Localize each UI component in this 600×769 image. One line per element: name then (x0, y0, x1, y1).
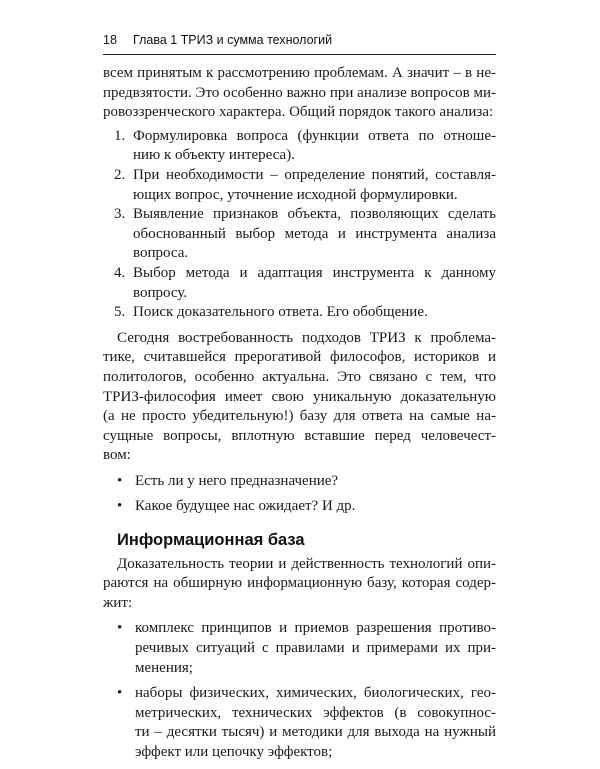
list-number: 5. (114, 304, 126, 321)
bullet-glyph: • (117, 472, 123, 489)
list-number: 4. (114, 264, 126, 281)
list-number: 1. (114, 127, 126, 144)
questions-list (103, 472, 496, 517)
text-line: Выбор метода и адаптация инструмента к данному (133, 264, 496, 281)
text-line: При необходимости – определение понятий, составля- (133, 166, 496, 183)
text-line: комплекс принципов и приемов разрешения противо- (135, 620, 496, 637)
section-heading: Информационная база (117, 531, 305, 550)
list-item (103, 127, 496, 166)
text-line: Поиск доказательного ответа. Его обобщение. (133, 304, 428, 321)
text-line: ти – десятки тысяч) и методики для выхода на нужный (135, 724, 496, 741)
text-line: вопросу. (133, 284, 188, 301)
bullet-glyph: • (117, 685, 123, 702)
list-item (103, 619, 496, 678)
text-line: вом: (103, 447, 131, 464)
text-line: Есть ли у него предназначение? (135, 472, 339, 489)
list-item (103, 684, 496, 762)
text-line: менения; (135, 659, 193, 676)
text-line: метрических, технических эффектов (в совокупнос- (135, 704, 496, 721)
text-line: речивых ситуаций с правилами и примерами их при- (135, 640, 496, 657)
text-line: жит: (103, 594, 133, 611)
text-line: обоснованный выбор метода и инструмента анализа (133, 225, 496, 242)
list-item (103, 472, 496, 492)
list-item (103, 205, 496, 264)
text-line: Какое будущее нас ожидает? И др. (135, 498, 356, 515)
list-item (103, 166, 496, 205)
list-item (103, 303, 496, 323)
list-number: 3. (114, 206, 126, 223)
info-base-list (103, 619, 496, 762)
header-rule (103, 54, 496, 55)
text-line: сущные вопросы, вплотную вставшие перед человечест- (103, 427, 496, 444)
text-line: ющих вопрос, уточнение исходной формулировки. (133, 186, 458, 203)
paragraph-intro (103, 64, 496, 123)
bullet-glyph: • (117, 620, 123, 637)
list-item (103, 497, 496, 517)
text-line: вопроса. (133, 245, 189, 262)
text-line: ТРИЗ-философия имеет свою уникальную доказательную (103, 388, 496, 405)
text-line: ровоззренческого характера. Общий порядок такого анализа: (103, 104, 494, 121)
text-line: эффект или цепочку эффектов; (135, 744, 333, 760)
paragraph-triz-philosophy (103, 329, 496, 466)
text-line: раются на обширную информационную базу, которая содер- (103, 575, 496, 592)
text-line: политологов, особенно актуальна. Это связано с тем, что (103, 368, 496, 385)
text-line: (а не просто убедительную!) базу для ответа на самые на- (103, 408, 496, 425)
running-head (103, 33, 496, 47)
text-line: наборы физических, химических, биологических, гео- (135, 685, 496, 702)
analysis-steps-list (103, 127, 496, 323)
text-line: Формулировка вопроса (функции ответа по отноше- (133, 127, 496, 144)
bullet-glyph: • (117, 498, 123, 515)
text-line: тике, считавшейся прерогативой философов, историков и (103, 349, 496, 366)
paragraph-info-base (103, 555, 496, 614)
page-body (103, 64, 496, 769)
text-line: Доказательность теории и действенность технологий опи- (117, 555, 496, 572)
list-item (103, 264, 496, 303)
list-number: 2. (114, 166, 126, 183)
text-line: нию к объекту интереса). (133, 147, 295, 164)
text-line: всем принятым к рассмотрению проблемам. А значит – в не- (103, 65, 496, 81)
chapter-title: Глава 1 ТРИЗ и сумма технологий (133, 33, 333, 47)
text-line: Сегодня востребованность подходов ТРИЗ к проблема- (117, 329, 496, 346)
text-line: предвзятости. Это особенно важно при анализе вопросов ми- (103, 84, 496, 101)
page-number: 18 (103, 33, 117, 47)
text-line: Выявление признаков объекта, позволяющих сделать (133, 206, 496, 223)
